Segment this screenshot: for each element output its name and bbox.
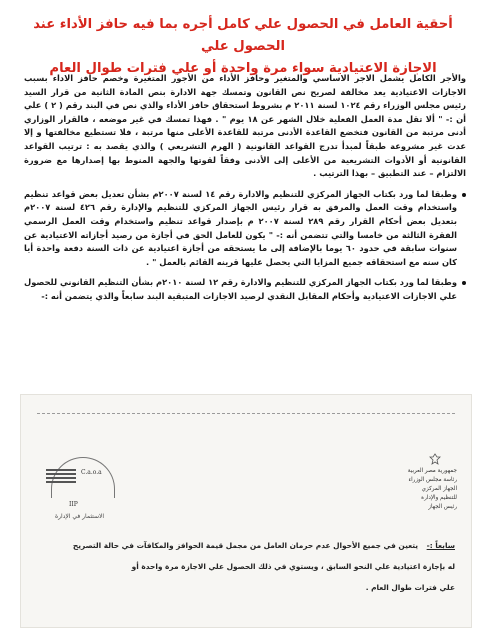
clause-line-3: علي فترات طوال العام . <box>365 583 455 592</box>
seal-iip-text: IIP <box>69 501 78 508</box>
paragraph-bullet-2-text: وطبقا لما ورد بكتاب الجهاز المركزي للتنظيم والادارة رقم ١٢ لسنة ٢٠١٠م بشأن التنظيم القانوني للحصول علي الاجازات الاعتيادية وأحكام المقابل النقدي لرصيد الاجازات المتبقية البند سابعاً والذي يتضمن أنه :- <box>24 277 457 301</box>
letterhead <box>387 467 457 512</box>
clause-text-1: يتعين في جميع الأحوال عدم حرمان العامل من مجمل قيمة الحوافز والمكافآت في حالة التصريح <box>72 541 419 550</box>
paragraph-bullet-1 <box>24 188 466 270</box>
title-line-1: أحقية العامل في الحصول علي كامل أجره بما فيه حافز الأداء عند الحصول علي <box>33 17 453 54</box>
clause-line-2: له بإجازة اعتيادية علي النحو السابق ، ويستوي في ذلك الحصول علي الاجازة مرة واحدة أو <box>131 562 455 571</box>
letterhead-line: الجهاز المركزي <box>421 486 457 492</box>
seal-caoa-text: C.a.o.a <box>81 469 102 476</box>
document-body <box>24 72 466 311</box>
paragraph-bullet-2 <box>24 276 466 303</box>
document-title <box>20 14 466 80</box>
title-line-2: الاجازة الاعتيادية سواء مرة واحدة أو علي فترات طوال العام <box>49 61 437 76</box>
paragraph-intro: والأجر الكامل يشمل الاجر الاساسي والمتغير وحافز الأداء من الأجور المتغيرة وخصم حافز الاداء بسبب الاجازات الاعتيادية يعد مخالفة لصريح نص القانون وتمسك جهة الادارة بنص المادة الثانية من قرار السيد رئيس مجلس الوزراء رقم ١٠٢٤ لسنة ٢٠١١ م بشروط استحقاق حافز الأداء والذي نص في البند رقم ( ٢ ) علي أن :- " ألا تقل مدة العمل الفعلية خلال الشهر عن ١٨ يوم " . فهذا تمسك في غير موضعه ، فالقرار الوزاري أدنى مرتبة من القانون فتخضع القاعدة الأدنى مرتبة للقاعدة الأعلى منها مرتبة ، فلا تستطيع مخالفتها و إلا عدت غير مشروعة طبقاً لمبدأ تدرج القواعد القانونية ( الهرم التشريعي ) والذي يقصد به : ترتيب القواعد القانونية أو الأدوات التشريعية من الأعلى إلى الأدنى وفقاً لقوتها والجهة المنوط بها إصدارها مع ضرورة الالتزام – عند التطبيق – بهذا الترتيب . <box>24 73 466 179</box>
letterhead-line: رئاسة مجلس الوزراء <box>408 477 457 483</box>
organization-seal <box>43 457 121 523</box>
seal-motto: الاستثمار في الإدارة <box>55 513 105 520</box>
clause-mark: سابعاً :- <box>426 541 455 550</box>
seal-stripes <box>46 469 76 489</box>
scanned-letter <box>20 394 472 628</box>
scanned-clause <box>41 535 455 598</box>
letterhead-line: للتنظيم والإدارة <box>421 495 457 501</box>
paragraph-bullet-1-text: وطبقا لما ورد بكتاب الجهاز المركزي للتنظيم والادارة رقم ١٤ لسنة ٢٠٠٧م بشأن تعديل بعض قواعد تنظيم واستخدام وقت العمل والمرفق به قرار رئيس الجهاز المركزي للتنظيم والإدارة رقم ٤٢٦ لسنة ٢٠٠٧م بتعديل بعض أحكام القرار رقم ٢٨٩ لسنة ٢٠٠٧ م بإصدار قواعد تنظيم واستخدام وقت العمل الرسمي الفقرة الثالثة من خامسا والتي تتضمن أنه :- " يكون للعامل الحق في أجازة من رصيد أجازاته الاعتيادية عن سنوات سابقة في حدود ٦٠ يوما بالإضافة إلى ما يستحقه من أجازة اعتيادية عن ذات السنة دفعة واحدة أيا كان سنه مع استحقاقه جميع المزايا التي يحصل عليها قرينه القائم بالعمل " . <box>24 188 457 267</box>
scan-dotted-rule <box>37 413 455 414</box>
bullet-dot <box>462 281 466 285</box>
letterhead-line: جمهورية مصر العربية <box>407 468 457 474</box>
bullet-dot <box>462 193 466 197</box>
letterhead-line: رئيس الجهاز <box>428 504 457 510</box>
eagle-emblem-icon <box>429 453 441 465</box>
clause-line-1 <box>41 535 455 556</box>
